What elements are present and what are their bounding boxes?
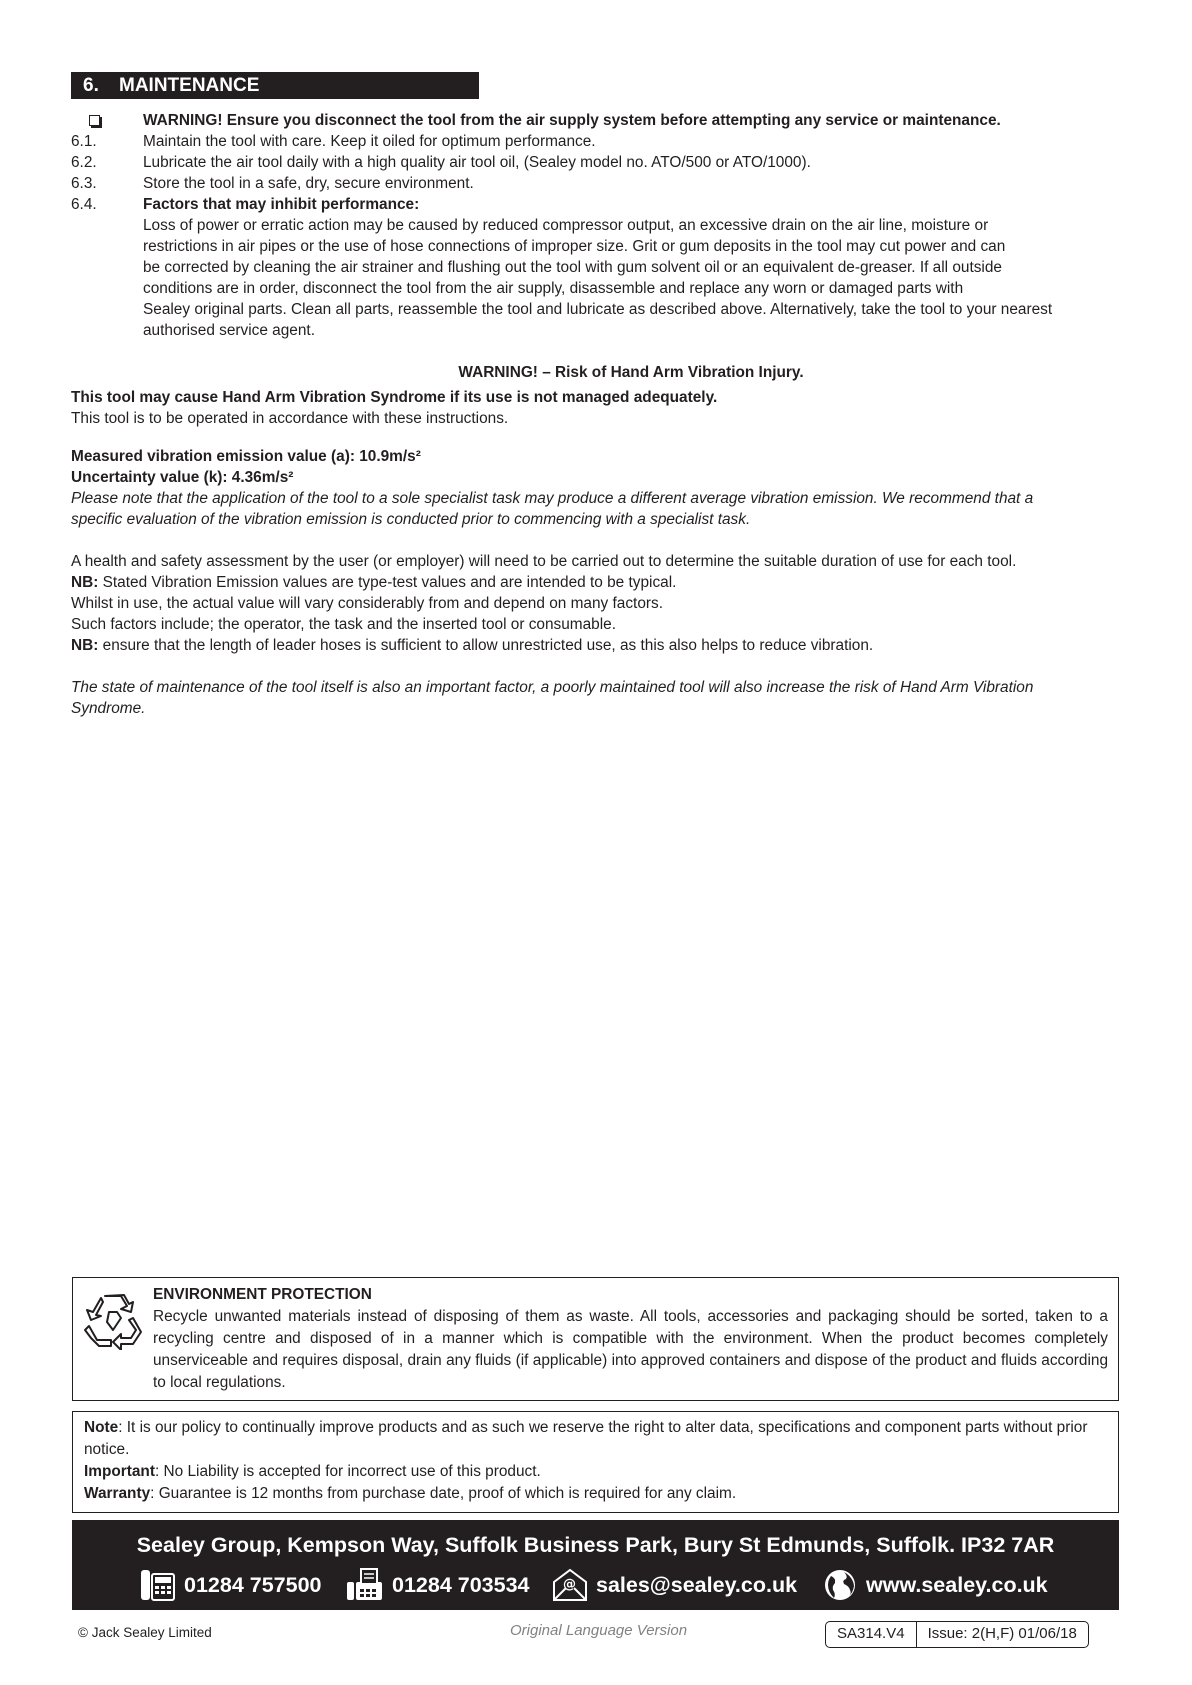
email-address[interactable]: sales@sealey.co.uk	[596, 1572, 798, 1597]
note-text: : It is our policy to continually improve products and as such we reserve the right to alter data, specifications and component parts without prior notice.	[84, 1419, 1088, 1458]
issue-box	[825, 1621, 1089, 1648]
section-title: MAINTENANCE	[119, 75, 260, 96]
maintenance-state-line: Syndrome.	[71, 700, 146, 717]
footer-contact-band	[72, 1520, 1119, 1610]
environment-title: ENVIRONMENT PROTECTION	[153, 1286, 372, 1303]
specialist-note-line: specific evaluation of the vibration emission is conducted prior to commencing with a specialist task.	[71, 511, 751, 528]
fax-icon	[346, 1568, 384, 1602]
assessment-text: A health and safety assessment by the user (or employer) will need to be carried out to determine the suitable duration of use for each tool.	[71, 553, 1017, 570]
important-text: : No Liability is accepted for incorrect use of this product.	[154, 1463, 541, 1480]
vibration-instruction: This tool is to be operated in accordance with these instructions.	[71, 410, 509, 427]
phone-icon	[140, 1568, 176, 1602]
note-label: Note	[84, 1419, 119, 1436]
item-text: Lubricate the air tool daily with a high quality air tool oil, (Sealey model no. ATO/500 or ATO/1000).	[143, 154, 811, 171]
fax-number: 01284 703534	[392, 1572, 530, 1597]
uncertainty-value: Uncertainty value (k): 4.36m/s²	[71, 469, 294, 486]
email-icon	[552, 1568, 588, 1602]
nb-hoses-line	[71, 635, 1121, 656]
warranty-note	[84, 1483, 1107, 1505]
important-label: Important	[84, 1463, 155, 1480]
policy-note	[84, 1417, 1107, 1461]
maintenance-state-line: The state of maintenance of the tool itself is also an important factor, a poorly maintained tool will also increase the risk of Hand Arm Vibration	[71, 679, 1034, 696]
nb-label: NB:	[71, 637, 99, 654]
item-number: 6.2.	[71, 154, 97, 171]
website-contact[interactable]	[822, 1568, 1048, 1602]
fax-contact	[346, 1568, 530, 1602]
factors-line: authorised service agent.	[143, 322, 315, 339]
company-address: Sealey Group, Kempson Way, Suffolk Business Park, Bury St Edmunds, Suffolk. IP32 7AR	[136, 1533, 1055, 1557]
liability-note	[84, 1461, 1107, 1483]
item-text: Store the tool in a safe, dry, secure environment.	[143, 175, 474, 192]
section-header	[71, 72, 479, 99]
factors-paragraph	[143, 215, 1093, 341]
environment-text: Recycle unwanted materials instead of disposing of them as waste. All tools, accessories and packaging should be sorted, taken to a recycling centre and disposed of in a manner which is compatible with the environment. When the product becomes completely unserviceable and requires disposal, drain any fluids (if applicable) into approved containers and dispose of the product and fluids according to local regulations.	[153, 1308, 1108, 1391]
measured-value: Measured vibration emission value (a): 10.9m/s²	[71, 448, 421, 465]
checkbox-bullet-icon	[89, 115, 100, 126]
website-url[interactable]: www.sealey.co.uk	[866, 1572, 1048, 1597]
factors-text: Such factors include; the operator, the task and the inserted tool or consumable.	[71, 616, 616, 633]
issue-date: Issue: 2(H,F) 01/06/18	[916, 1622, 1088, 1647]
vibration-warning-line: This tool may cause Hand Arm Vibration Syndrome if its use is not managed adequately.	[71, 389, 718, 406]
factors-line: Sealey original parts. Clean all parts, reassemble the tool and lubricate as described above. Alternatively, take the tool to your nearest	[143, 301, 1053, 318]
item-text: Maintain the tool with care. Keep it oiled for optimum performance.	[143, 133, 596, 150]
nb-stated-line	[71, 572, 1121, 593]
whilst-text: Whilst in use, the actual value will vary considerably from and depend on many factors.	[71, 595, 663, 612]
warranty-label: Warranty	[84, 1485, 151, 1502]
phone-number: 01284 757500	[184, 1572, 322, 1597]
item-number: 6.1.	[71, 133, 97, 150]
specialist-note-line: Please note that the application of the tool to a sole specialist task may produce a different average vibration emission. We recommend that a	[71, 490, 1034, 507]
item-text: Factors that may inhibit performance:	[143, 196, 420, 213]
recycle-icon	[83, 1290, 143, 1350]
factors-line: conditions are in order, disconnect the tool from the air supply, disassemble and replace any worn or damaged parts with	[143, 280, 964, 297]
nb-hoses-text: ensure that the length of leader hoses is sufficient to allow unrestricted use, as this also helps to reduce vibration.	[98, 637, 874, 654]
globe-icon	[822, 1568, 858, 1602]
factors-line: Loss of power or erratic action may be caused by reduced compressor output, an excessive drain on the air line, moisture or	[143, 217, 989, 234]
nb-label: NB:	[71, 574, 99, 591]
document-code: SA314.V4	[837, 1625, 905, 1642]
warning-text: WARNING! Ensure you disconnect the tool from the air supply system before attempting any service or maintenance.	[143, 112, 1001, 129]
email-contact[interactable]	[552, 1568, 797, 1602]
nb-stated-text: Stated Vibration Emission values are type-test values and are intended to be typical.	[98, 574, 677, 591]
item-number: 6.3.	[71, 175, 97, 192]
section-number: 6.	[83, 75, 99, 96]
environment-box	[72, 1277, 1119, 1401]
phone-contact	[140, 1568, 322, 1602]
svg-text:@: @	[563, 1577, 576, 1592]
factors-line: restrictions in air pipes or the use of hose connections of improper size. Grit or gum deposits in the tool may cut power and can	[143, 238, 1006, 255]
copyright: © Jack Sealey Limited	[78, 1625, 212, 1640]
warranty-text: : Guarantee is 12 months from purchase date, proof of which is required for any claim.	[150, 1485, 737, 1502]
factors-line: be corrected by cleaning the air strainer and flushing out the tool with gum solvent oil or an equivalent de-greaser. If all outside	[143, 259, 1002, 276]
notes-box	[72, 1411, 1119, 1513]
original-language-label: Original Language Version	[510, 1622, 688, 1639]
vibration-heading: WARNING! – Risk of Hand Arm Vibration Injury.	[458, 364, 804, 381]
item-number: 6.4.	[71, 196, 97, 213]
